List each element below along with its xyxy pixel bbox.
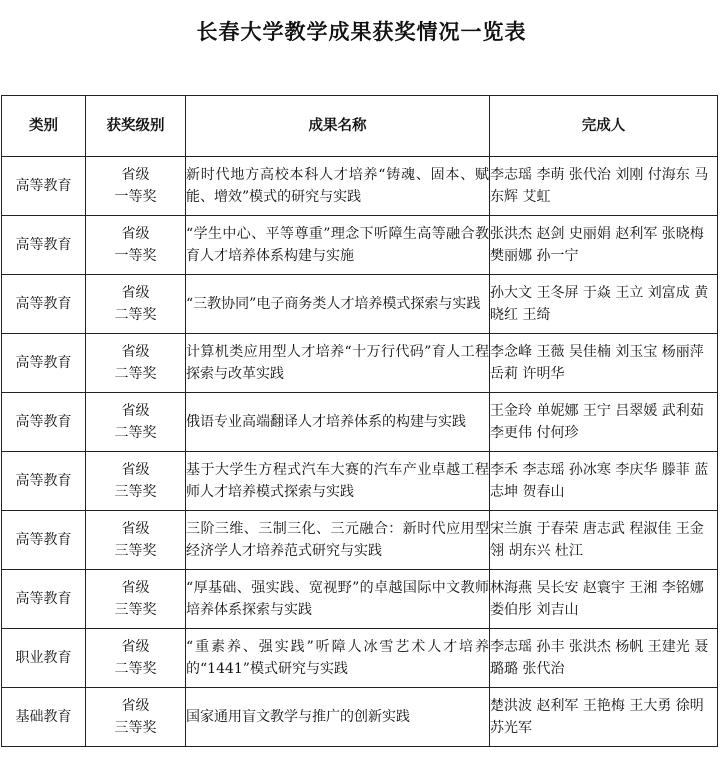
level-prize: 二等奖: [114, 425, 157, 441]
level-cell: [86, 629, 186, 688]
level-cell: [86, 452, 186, 511]
completers-cell: 李志瑶 孙丰 张洪杰 杨帆 王建光 聂璐璐 张代治: [490, 629, 718, 688]
level-cell: [86, 157, 186, 216]
level-prize: 一等奖: [114, 248, 157, 264]
table-row: [2, 334, 718, 393]
level-cell: [86, 216, 186, 275]
level-prize: 二等奖: [114, 661, 157, 677]
table-row: [2, 157, 718, 216]
level-prize: 一等奖: [114, 189, 157, 205]
achievement-name-cell: “学生中心、平等尊重”理念下听障生高等融合教育人才培养体系构建与实施: [186, 216, 490, 275]
category-cell: 高等教育: [2, 393, 86, 452]
completers-cell: 孙大文 王冬屏 于焱 王立 刘富成 黄晓红 王绮: [490, 275, 718, 334]
level-grade: 省级: [121, 580, 150, 596]
completers-cell: 楚洪波 赵利军 王艳梅 王大勇 徐明 苏光军: [490, 688, 718, 747]
level-cell: [86, 511, 186, 570]
level-prize: 三等奖: [114, 602, 157, 618]
level-grade: 省级: [121, 698, 150, 714]
level-prize: 三等奖: [114, 720, 157, 736]
level-prize: 二等奖: [114, 366, 157, 382]
achievement-name-cell: “重素养、强实践”听障人冰雪艺术人才培养的“1441”模式研究与实践: [186, 629, 490, 688]
table-header-row: [2, 96, 718, 157]
header-completers: 完成人: [490, 96, 718, 157]
awards-table: [1, 95, 718, 747]
level-grade: 省级: [121, 403, 150, 419]
achievement-name-cell: 国家通用盲文教学与推广的创新实践: [186, 688, 490, 747]
level-grade: 省级: [121, 639, 150, 655]
level-cell: [86, 570, 186, 629]
completers-cell: 李禾 李志瑶 孙冰寒 李庆华 滕菲 蓝志坤 贺春山: [490, 452, 718, 511]
table-row: [2, 393, 718, 452]
level-prize: 三等奖: [114, 543, 157, 559]
category-cell: 高等教育: [2, 275, 86, 334]
category-cell: 职业教育: [2, 629, 86, 688]
completers-cell: 李志瑶 李萌 张代治 刘刚 付海东 马东辉 艾虹: [490, 157, 718, 216]
table-row: [2, 275, 718, 334]
level-cell: [86, 275, 186, 334]
category-cell: 高等教育: [2, 570, 86, 629]
achievement-name-cell: “三教协同”电子商务类人才培养模式探索与实践: [186, 275, 490, 334]
level-cell: [86, 393, 186, 452]
table-row: [2, 511, 718, 570]
completers-cell: 张洪杰 赵剑 史丽娟 赵利军 张晓梅 樊丽娜 孙一宁: [490, 216, 718, 275]
header-category: 类别: [2, 96, 86, 157]
achievement-name-cell: “厚基础、强实践、宽视野”的卓越国际中文教师培养体系探索与实践: [186, 570, 490, 629]
achievement-name-cell: 俄语专业高端翻译人才培养体系的构建与实践: [186, 393, 490, 452]
level-grade: 省级: [121, 344, 150, 360]
page-title: 长春大学教学成果获奖情况一览表: [196, 19, 527, 44]
level-cell: [86, 688, 186, 747]
completers-cell: 宋兰旗 于春荣 唐志武 程淑佳 王金翎 胡东兴 杜江: [490, 511, 718, 570]
table-row: [2, 688, 718, 747]
table-row: [2, 629, 718, 688]
table-row: [2, 452, 718, 511]
header-level: 获奖级别: [86, 96, 186, 157]
header-name: 成果名称: [186, 96, 490, 157]
level-cell: [86, 334, 186, 393]
category-cell: 高等教育: [2, 334, 86, 393]
category-cell: 基础教育: [2, 688, 86, 747]
level-grade: 省级: [121, 167, 150, 183]
category-cell: 高等教育: [2, 452, 86, 511]
completers-cell: 李念峰 王薇 吴佳楠 刘玉宝 杨丽萍 岳莉 许明华: [490, 334, 718, 393]
table-row: [2, 570, 718, 629]
level-prize: 二等奖: [114, 307, 157, 323]
level-grade: 省级: [121, 521, 150, 537]
achievement-name-cell: 三阶三维、三制三化、三元融合：新时代应用型经济学人才培养范式研究与实践: [186, 511, 490, 570]
category-cell: 高等教育: [2, 511, 86, 570]
table-row: [2, 216, 718, 275]
completers-cell: 王金玲 单妮娜 王宁 吕翠媛 武利茹 李更伟 付何珍: [490, 393, 718, 452]
achievement-name-cell: 新时代地方高校本科人才培养“铸魂、固本、赋能、增效”模式的研究与实践: [186, 157, 490, 216]
achievement-name-cell: 计算机类应用型人才培养“十万行代码”育人工程探索与改革实践: [186, 334, 490, 393]
level-grade: 省级: [121, 226, 150, 242]
category-cell: 高等教育: [2, 216, 86, 275]
achievement-name-cell: 基于大学生方程式汽车大赛的汽车产业卓越工程师人才培养模式探索与实践: [186, 452, 490, 511]
level-grade: 省级: [121, 462, 150, 478]
completers-cell: 林海燕 吴长安 赵寰宇 王湘 李铭娜 娄伯彤 刘吉山: [490, 570, 718, 629]
level-grade: 省级: [121, 285, 150, 301]
level-prize: 三等奖: [114, 484, 157, 500]
category-cell: 高等教育: [2, 157, 86, 216]
